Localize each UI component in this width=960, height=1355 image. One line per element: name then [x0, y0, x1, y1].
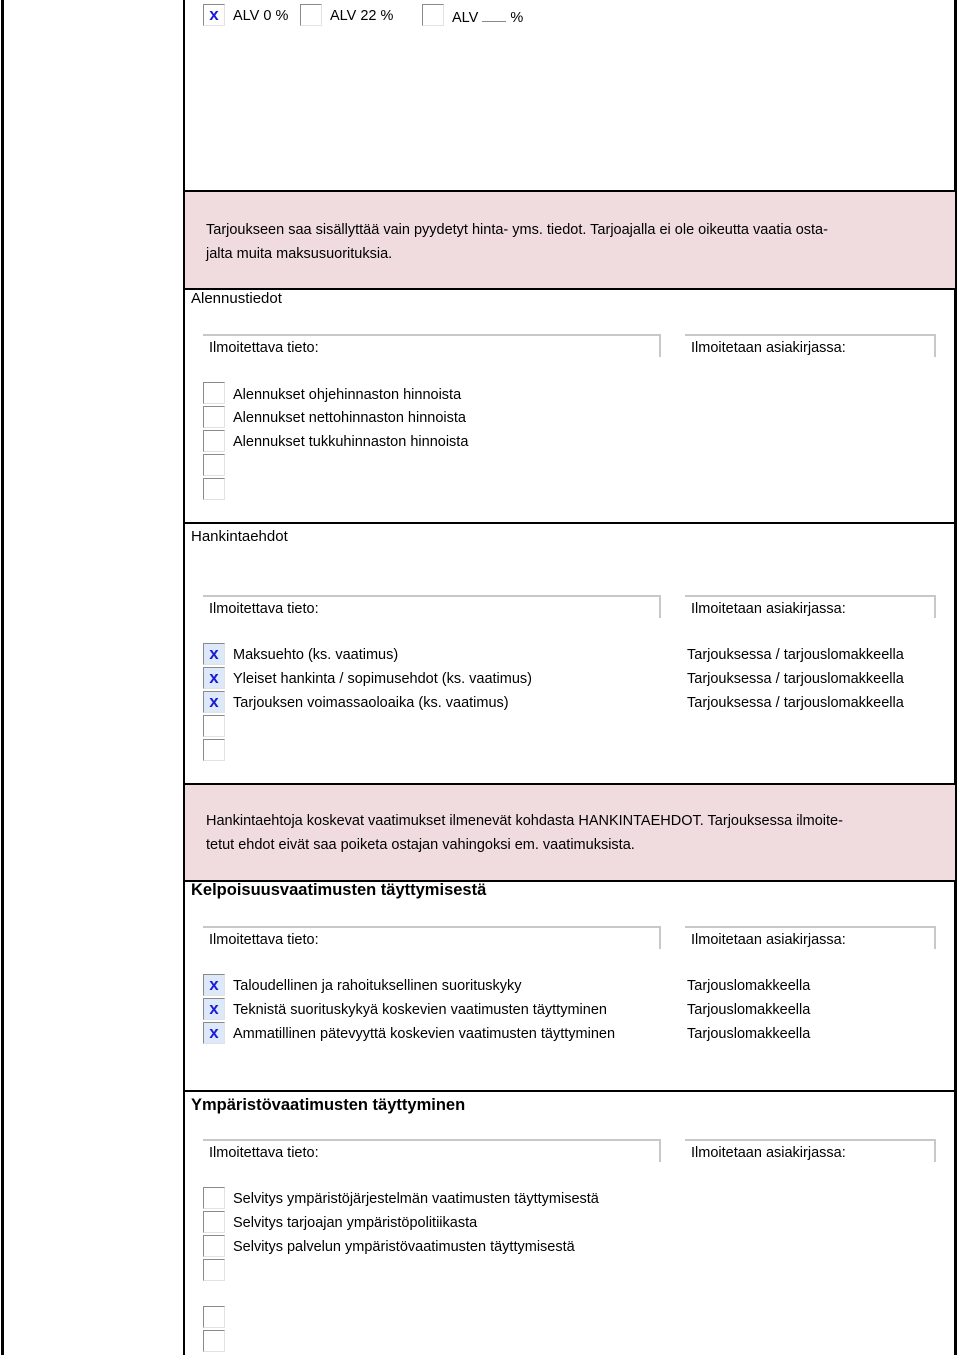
eligibility-0-checkbox[interactable] [203, 974, 225, 996]
discount-4-checkbox[interactable] [203, 478, 225, 500]
eligibility-1-checkbox[interactable] [203, 998, 225, 1020]
eligibility-1-doc: Tarjouslomakkeella [687, 1002, 811, 1018]
environment-5-checkbox[interactable] [203, 1330, 225, 1352]
check-mark-icon: x [209, 644, 219, 663]
term-3-checkbox[interactable] [203, 715, 225, 737]
terms-col-info: Ilmoitettava tieto: [203, 595, 661, 618]
check-mark-icon [204, 716, 224, 736]
vat-22-checkbox[interactable] [300, 4, 322, 26]
discount-0-checkbox[interactable] [203, 382, 225, 404]
check-mark-icon [301, 5, 321, 25]
check-mark-icon: x [209, 999, 219, 1018]
vat-0-checkbox[interactable] [203, 4, 225, 26]
environment-1-label: Selvitys tarjoajan ympäristöpolitiikasta [233, 1215, 478, 1231]
discounts-col-doc: Ilmoitetaan asiakirjassa: [685, 334, 936, 357]
term-1-checkbox[interactable] [203, 667, 225, 689]
check-mark-icon [204, 431, 224, 451]
environment-title: Ympäristövaatimusten täyttyminen [191, 1096, 466, 1114]
term-1-label: Yleiset hankinta / sopimusehdot (ks. vaatimus) [233, 671, 532, 687]
environment-4-checkbox[interactable] [203, 1306, 225, 1328]
eligibility-col-info: Ilmoitettava tieto: [203, 926, 661, 949]
vat-other-suffix: % [510, 10, 524, 26]
discount-2-label: Alennukset tukkuhinnaston hinnoista [233, 434, 469, 450]
term-2-checkbox[interactable] [203, 691, 225, 713]
check-mark-icon [204, 383, 224, 403]
check-mark-icon [423, 5, 443, 25]
check-mark-icon [204, 407, 224, 427]
eligibility-col-doc: Ilmoitetaan asiakirjassa: [685, 926, 936, 949]
discount-3-checkbox[interactable] [203, 454, 225, 476]
environment-3-checkbox[interactable] [203, 1259, 225, 1281]
terms-col-doc: Ilmoitetaan asiakirjassa: [685, 595, 936, 618]
note-terms-line1: Hankintaehtoja koskevat vaatimukset ilmenevät kohdasta HANKINTAEHDOT. Tarjouksessa ilmoite- [206, 813, 843, 829]
term-0-checkbox[interactable] [203, 643, 225, 665]
check-mark-icon [204, 1260, 224, 1280]
check-mark-icon: x [209, 668, 219, 687]
check-mark-icon [204, 455, 224, 475]
check-mark-icon [204, 1236, 224, 1256]
term-4-checkbox[interactable] [203, 739, 225, 761]
eligibility-1-label: Teknistä suorituskykyä koskevien vaatimusten täyttyminen [233, 1002, 607, 1018]
environment-2-label: Selvitys palvelun ympäristövaatimusten täyttymisestä [233, 1239, 575, 1255]
discounts-title: Alennustiedot [191, 290, 282, 307]
discount-2-checkbox[interactable] [203, 430, 225, 452]
environment-0-checkbox[interactable] [203, 1187, 225, 1209]
eligibility-2-label: Ammatillinen pätevyyttä koskevien vaatimusten täyttyminen [233, 1026, 616, 1042]
environment-1-checkbox[interactable] [203, 1211, 225, 1233]
eligibility-0-label: Taloudellinen ja rahoituksellinen suorituskyky [233, 978, 522, 994]
vat-other-rate-input[interactable] [482, 7, 506, 22]
eligibility-title: Kelpoisuusvaatimusten täyttymisestä [191, 881, 487, 899]
discounts-col-info: Ilmoitettava tieto: [203, 334, 661, 357]
check-mark-icon [204, 740, 224, 760]
note-terms-line2: tetut ehdot eivät saa poiketa ostajan vahingoksi em. vaatimuksista. [206, 837, 635, 853]
terms-title: Hankintaehdot [191, 528, 288, 545]
vat-22-label: ALV 22 % [330, 8, 394, 24]
term-2-doc: Tarjouksessa / tarjouslomakkeella [687, 695, 904, 711]
eligibility-0-doc: Tarjouslomakkeella [687, 978, 811, 994]
note-pricing [185, 190, 955, 290]
check-mark-icon [204, 1307, 224, 1327]
vat-0-label: ALV 0 % [233, 8, 289, 24]
environment-col-doc: Ilmoitetaan asiakirjassa: [685, 1139, 936, 1162]
check-mark-icon [204, 1331, 224, 1351]
note-terms [185, 783, 955, 882]
note-pricing-line2: jalta muita maksusuorituksia. [206, 246, 393, 262]
note-pricing-line1: Tarjoukseen saa sisällyttää vain pyydetyt hinta- yms. tiedot. Tarjoajalla ei ole oikeutta vaatia osta- [206, 222, 828, 238]
check-mark-icon: x [209, 1023, 219, 1042]
discount-1-label: Alennukset nettohinnaston hinnoista [233, 410, 466, 426]
term-0-label: Maksuehto (ks. vaatimus) [233, 647, 399, 663]
check-mark-icon [204, 479, 224, 499]
environment-0-label: Selvitys ympäristöjärjestelmän vaatimusten täyttymisestä [233, 1191, 599, 1207]
environment-col-info: Ilmoitettava tieto: [203, 1139, 661, 1162]
check-mark-icon: x [209, 692, 219, 711]
page-left-border [1, 0, 4, 1355]
vat-other-checkbox[interactable] [422, 4, 444, 26]
term-2-label: Tarjouksen voimassaoloaika (ks. vaatimus) [233, 695, 509, 711]
term-0-doc: Tarjouksessa / tarjouslomakkeella [687, 647, 904, 663]
vat-other-label [452, 7, 523, 27]
divider [185, 522, 955, 524]
check-mark-icon [204, 1212, 224, 1232]
eligibility-2-checkbox[interactable] [203, 1022, 225, 1044]
check-mark-icon: x [209, 5, 219, 24]
environment-2-checkbox[interactable] [203, 1235, 225, 1257]
eligibility-2-doc: Tarjouslomakkeella [687, 1026, 811, 1042]
divider [185, 1090, 955, 1092]
vat-other-text: ALV [452, 10, 479, 26]
check-mark-icon: x [209, 975, 219, 994]
term-1-doc: Tarjouksessa / tarjouslomakkeella [687, 671, 904, 687]
check-mark-icon [204, 1188, 224, 1208]
discount-0-label: Alennukset ohjehinnaston hinnoista [233, 387, 462, 403]
discount-1-checkbox[interactable] [203, 406, 225, 428]
